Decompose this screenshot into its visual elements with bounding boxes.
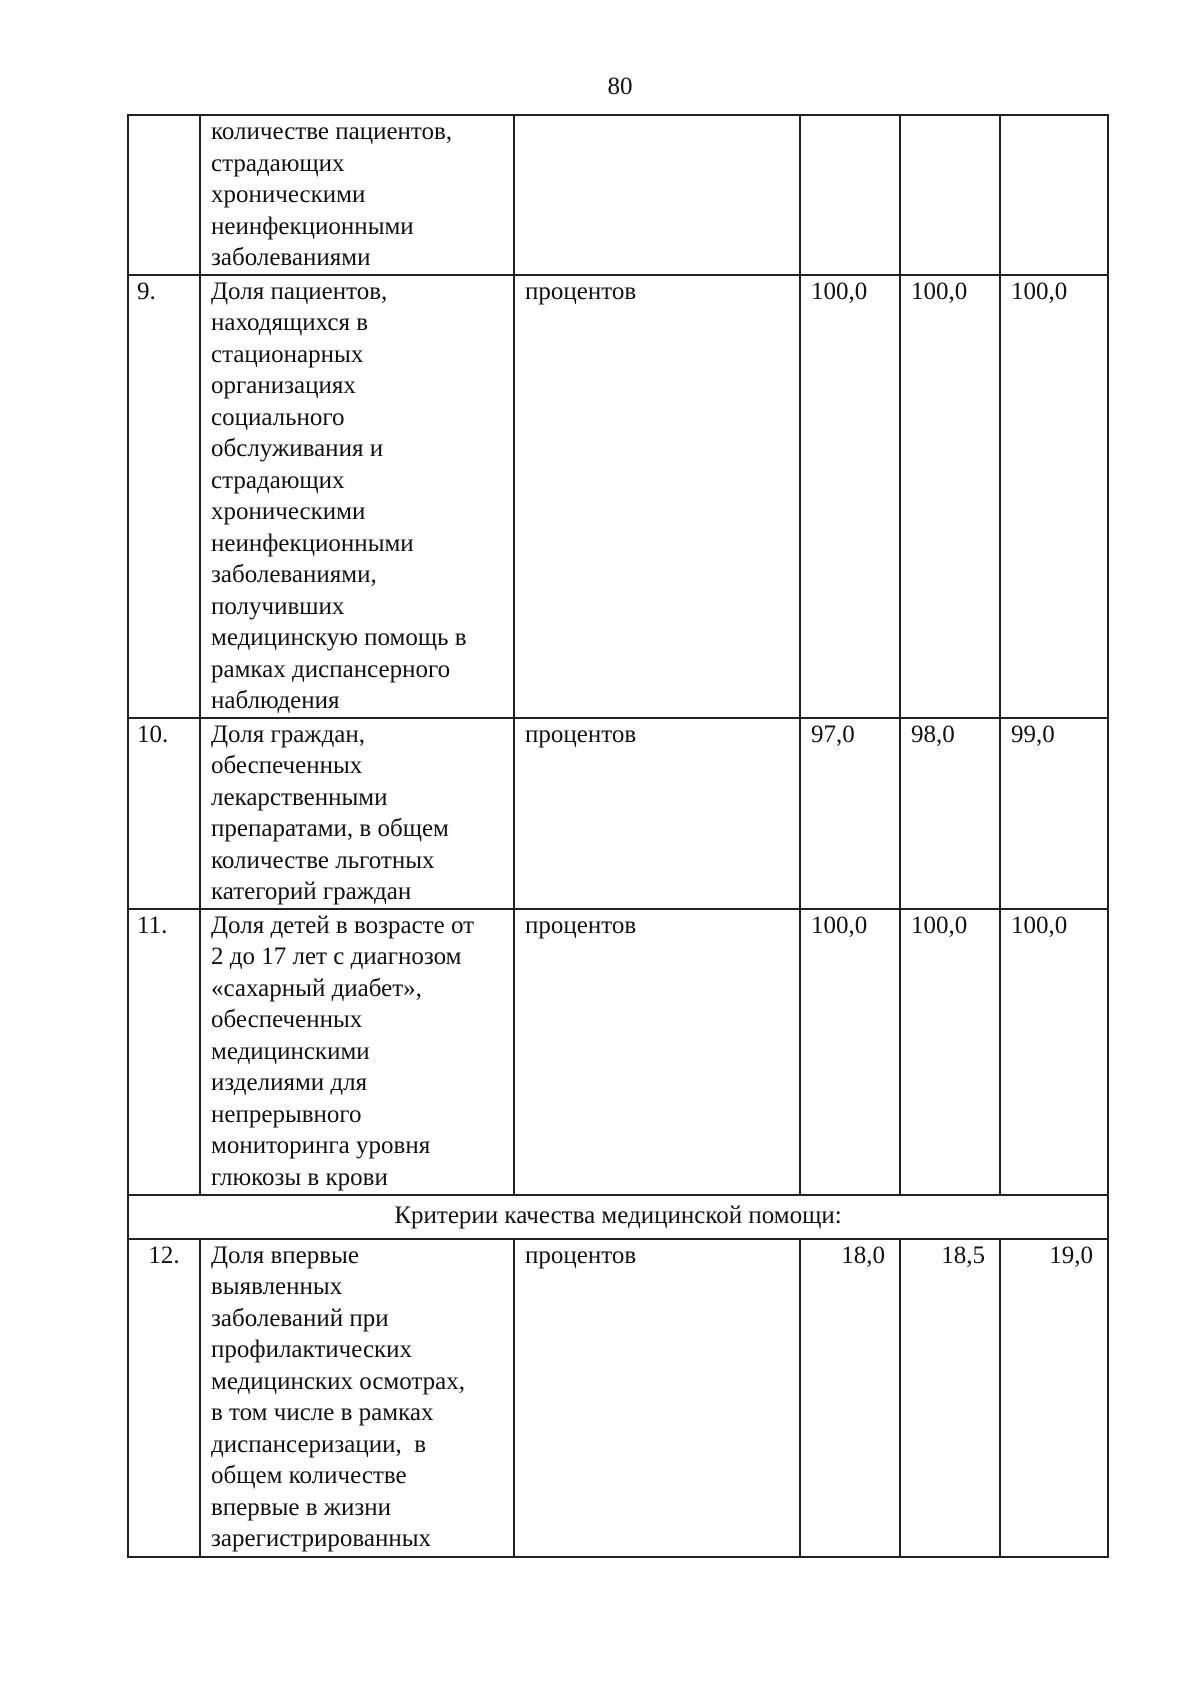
value-cell-3: 100,0 [1000,275,1108,718]
indicator-line: 2 до 17 лет с диагнозом [211,943,462,970]
row-number-cell: 10. [128,718,200,909]
indicator-line: профилактических [211,1336,413,1363]
table-row-11 [128,909,1108,1195]
indicator-cell [200,909,514,1195]
value-cell-2: 98,0 [900,718,1000,909]
indicator-line: наблюдения [211,687,340,714]
indicator-cell [200,1239,514,1557]
indicator-line: получивших [211,592,345,620]
indicator-line: впервые в жизни [211,1493,392,1521]
indicator-line: хроническими [211,498,366,525]
indicator-line: страдающих [211,149,345,177]
row-number-cell [128,115,200,275]
table-row-continuation [128,115,1108,275]
indicator-line: количестве пациентов, [211,118,453,145]
page-number: 80 [607,73,633,100]
row-number-cell: 11. [128,909,200,1195]
unit-cell: процентов [514,718,800,909]
indicator-line: страдающих [211,466,345,494]
indicator-line: «сахарный диабет», [211,974,422,1002]
value-cell-2: 18,5 [900,1239,1000,1557]
table-row-12 [128,1239,1108,1557]
value-cell-2: 100,0 [900,909,1000,1195]
value-cell-1 [800,115,900,275]
indicator-line: обеспеченных [211,1006,363,1033]
value-cell-1: 100,0 [800,909,900,1195]
indicator-line: рамках диспансерного [211,655,451,683]
indicator-cell [200,718,514,909]
indicator-line: хроническими [211,181,366,208]
indicator-line: Доля пациентов, [211,277,388,305]
indicator-line: обслуживания и [211,435,384,462]
row-number-cell: 9. [128,275,200,718]
row-number-cell: 12. [128,1239,200,1557]
indicator-line: стационарных [211,340,364,368]
indicator-line: находящихся в [211,309,369,336]
indicator-line: Доля детей в возрасте от [211,911,475,939]
unit-cell: процентов [514,275,800,718]
indicator-line: мониторинга уровня [211,1132,431,1159]
indicator-line: неинфекционными [211,212,414,240]
value-cell-1: 100,0 [800,275,900,718]
indicator-line: общем количестве [211,1462,407,1489]
indicator-line: социального [211,403,345,431]
section-header: Критерии качества медицинской помощи: [128,1195,1108,1239]
indicator-line: медицинских осмотрах, [211,1367,465,1395]
indicator-line: заболеваниями, [211,561,377,588]
indicator-cell [200,275,514,718]
indicator-line: медицинскую помощь в [211,624,467,651]
unit-cell [514,115,800,275]
value-cell-3: 19,0 [1000,1239,1108,1557]
indicator-cell [200,115,514,275]
value-cell-1: 18,0 [800,1239,900,1557]
indicator-line: лекарственными [211,783,388,811]
indicator-line: диспансеризации, в [211,1430,427,1458]
unit-cell: процентов [514,1239,800,1557]
section-header-row [128,1195,1108,1239]
indicator-line: заболеваниями [211,244,371,271]
indicator-line: препаратами, в общем [211,815,449,842]
value-cell-1: 97,0 [800,718,900,909]
indicator-line: организациях [211,372,356,399]
indicator-line: Доля впервые [211,1241,359,1269]
value-cell-3 [1000,115,1108,275]
indicator-line: изделиями для [211,1069,368,1096]
indicator-line: в том числе в рамках [211,1399,434,1426]
indicator-line: неинфекционными [211,529,414,557]
indicator-line: медицинскими [211,1037,370,1065]
table-row-10 [128,718,1108,909]
value-cell-2: 100,0 [900,275,1000,718]
unit-cell: процентов [514,909,800,1195]
indicator-line: количестве льготных [211,846,435,874]
indicator-line: обеспеченных [211,752,363,779]
indicator-line: выявленных [211,1273,343,1300]
indicator-line: зарегистрированных [211,1525,432,1552]
indicator-line: заболеваний при [211,1304,389,1332]
table-row-9 [128,275,1108,718]
indicators-table [127,114,1109,1558]
indicator-line: категорий граждан [211,878,412,905]
value-cell-3: 99,0 [1000,718,1108,909]
value-cell-2 [900,115,1000,275]
value-cell-3: 100,0 [1000,909,1108,1195]
indicator-line: глюкозы в крови [211,1163,388,1191]
indicator-line: Доля граждан, [211,720,366,748]
indicator-line: непрерывного [211,1100,362,1128]
